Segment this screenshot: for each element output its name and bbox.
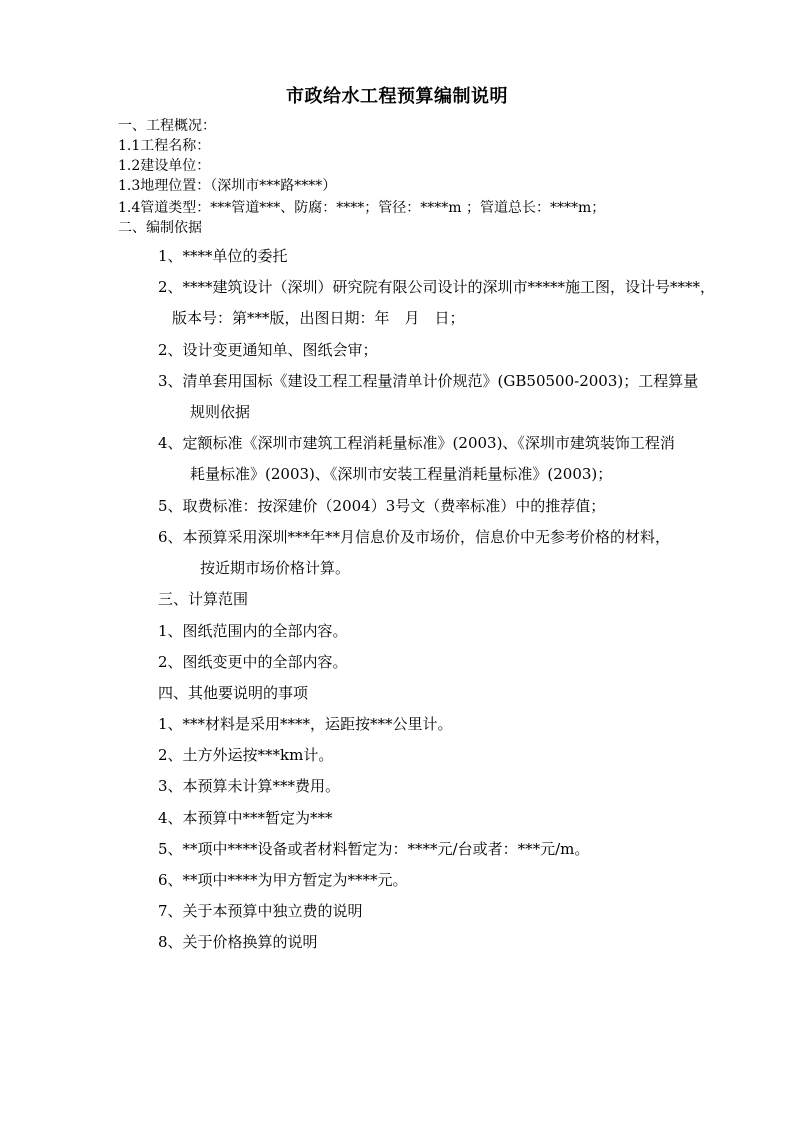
basis-item: 4、定额标准《深圳市建筑工程消耗量标准》(2003)、《深圳市建筑装饰工程消	[158, 434, 675, 452]
basis-item: 3、清单套用国标《建设工程工程量清单计价规范》(GB50500-2003)；工程算量	[158, 372, 699, 390]
construction-unit-line: 1.2建设单位：	[118, 158, 211, 174]
note-item: 1、***材料是采用****，运距按***公里计。	[158, 715, 453, 733]
location-line: 1.3地理位置：（深圳市***路****）	[118, 178, 337, 194]
note-item: 8、关于价格换算的说明	[158, 933, 318, 951]
basis-item-continuation: 耗量标准》(2003)、《深圳市安装工程量消耗量标准》(2003)；	[190, 465, 613, 483]
basis-item-continuation: 规则依据	[190, 403, 251, 421]
document-title: 市政给水工程预算编制说明	[286, 86, 508, 107]
section4-heading: 四、其他要说明的事项	[158, 684, 309, 702]
basis-item-continuation: 版本号：第***版，出图日期：年 月 日；	[172, 309, 465, 327]
basis-item: 2、设计变更通知单、图纸会审；	[158, 341, 378, 359]
basis-item: 2、****建筑设计（深圳）研究院有限公司设计的深圳市*****施工图，设计号****，	[158, 278, 716, 296]
pipe-type-line: 1.4管道类型：***管道***、防腐：****；管径：****m ；管道总长：****m；	[118, 200, 606, 216]
basis-item: 5、取费标准：按深建价（2004）3号文（费率标准）中的推荐值；	[158, 497, 606, 515]
basis-item: 6、本预算采用深圳***年**月信息价及市场价，信息价中无参考价格的材料，	[158, 528, 671, 546]
scope-item: 1、图纸范围内的全部内容。	[158, 622, 348, 640]
basis-item-continuation: 按近期市场价格计算。	[200, 559, 351, 577]
note-item: 2、土方外运按***km计。	[158, 746, 334, 764]
note-item: 4、本预算中***暂定为***	[158, 809, 333, 827]
note-item: 5、**项中****设备或者材料暂定为：****元/台或者：***元/m。	[158, 840, 590, 858]
note-item: 6、**项中****为甲方暂定为****元。	[158, 871, 408, 889]
note-item: 3、本预算未计算***费用。	[158, 777, 341, 795]
note-item: 7、关于本预算中独立费的说明	[158, 902, 363, 920]
scope-item: 2、图纸变更中的全部内容。	[158, 653, 348, 671]
project-name-line: 1.1工程名称：	[118, 138, 211, 154]
basis-item: 1、****单位的委托	[158, 247, 288, 265]
section3-heading: 三、计算范围	[158, 590, 249, 608]
section1-heading: 一、工程概况：	[118, 118, 216, 134]
section2-heading: 二、编制依据	[118, 220, 202, 236]
